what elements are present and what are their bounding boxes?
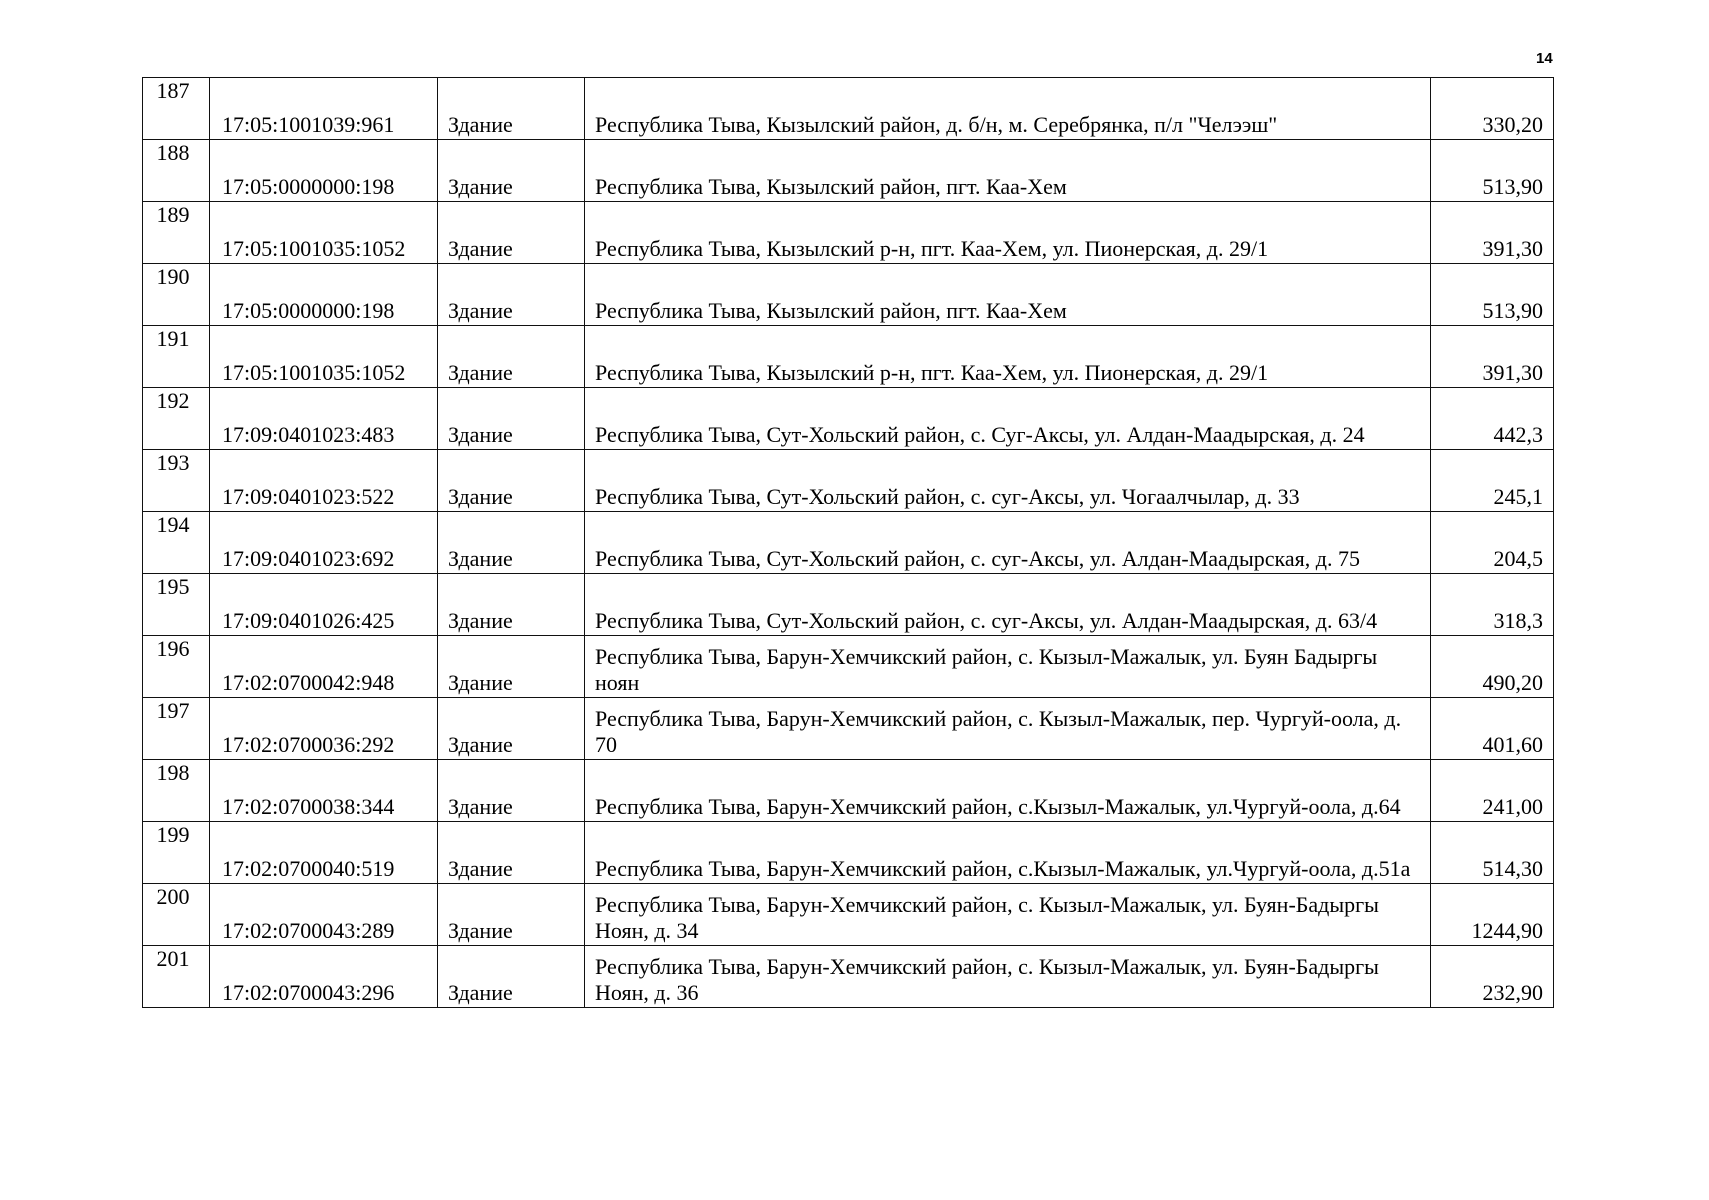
row-number: 194 [156, 512, 190, 537]
object-type-cell [438, 760, 585, 822]
object-address: Республика Тыва, Сут-Хольский район, с. суг-Аксы, ул. Алдан-Маадырская, д. 75 [595, 546, 1360, 571]
object-area: 318,3 [1493, 608, 1543, 633]
object-address-cell [585, 388, 1431, 450]
object-address: Республика Тыва, Барун-Хемчикский район, с.Кызыл-Мажалык, ул.Чургуй-оола, д.51а [595, 856, 1411, 881]
object-address-cell [585, 760, 1431, 822]
table-row [143, 636, 1554, 698]
object-address-cell [585, 140, 1431, 202]
table-row [143, 264, 1554, 326]
object-type-cell [438, 946, 585, 1008]
object-type-cell [438, 822, 585, 884]
row-number: 189 [156, 202, 190, 227]
object-area-cell [1431, 264, 1554, 326]
object-area: 1244,90 [1471, 918, 1543, 943]
cadastral-number: 17:02:0700036:292 [222, 732, 395, 757]
cadastral-number: 17:09:0401023:692 [222, 546, 395, 571]
table-row [143, 946, 1554, 1008]
object-type-cell [438, 326, 585, 388]
cadastral-number-cell [210, 698, 438, 760]
row-number: 192 [156, 388, 190, 413]
object-address: Республика Тыва, Кызылский р-н, пгт. Каа-Хем, ул. Пионерская, д. 29/1 [595, 236, 1269, 261]
object-area: 513,90 [1482, 298, 1543, 323]
object-type: Здание [448, 794, 513, 819]
object-type-cell [438, 636, 585, 698]
object-area: 514,30 [1482, 856, 1543, 881]
table-row [143, 512, 1554, 574]
object-area: 204,5 [1493, 546, 1543, 571]
table-row [143, 698, 1554, 760]
object-area: 241,00 [1482, 794, 1543, 819]
table-row [143, 140, 1554, 202]
object-address: Республика Тыва, Кызылский р-н, пгт. Каа-Хем, ул. Пионерская, д. 29/1 [595, 360, 1269, 385]
cadastral-number-cell [210, 326, 438, 388]
object-type-cell [438, 574, 585, 636]
object-area-cell [1431, 388, 1554, 450]
object-area: 490,20 [1482, 670, 1543, 695]
cadastral-number: 17:05:1001039:961 [222, 112, 395, 137]
row-number: 197 [156, 698, 190, 723]
object-area: 391,30 [1482, 236, 1543, 261]
object-type: Здание [448, 670, 513, 695]
table-row [143, 326, 1554, 388]
object-area-cell [1431, 946, 1554, 1008]
object-area-cell [1431, 202, 1554, 264]
cadastral-number: 17:09:0401026:425 [222, 608, 395, 633]
cadastral-number-cell [210, 450, 438, 512]
row-number: 200 [156, 884, 190, 909]
cadastral-number-cell [210, 140, 438, 202]
object-address: Республика Тыва, Барун-Хемчикский район, с. Кызыл-Мажалык, пер. Чургуй-оола, д. 70 [595, 706, 1402, 757]
cadastral-number-cell [210, 78, 438, 140]
property-registry-table [142, 77, 1554, 1008]
object-address-cell [585, 326, 1431, 388]
table-row [143, 450, 1554, 512]
object-area-cell [1431, 326, 1554, 388]
object-area-cell [1431, 822, 1554, 884]
row-number-cell [143, 760, 210, 822]
object-type: Здание [448, 856, 513, 881]
object-area-cell [1431, 450, 1554, 512]
object-address-cell [585, 512, 1431, 574]
object-address-cell [585, 884, 1431, 946]
object-type-cell [438, 512, 585, 574]
row-number: 196 [156, 636, 190, 661]
cadastral-number: 17:02:0700042:948 [222, 670, 395, 695]
cadastral-number: 17:05:1001035:1052 [222, 360, 406, 385]
object-area-cell [1431, 884, 1554, 946]
object-type-cell [438, 698, 585, 760]
object-area: 391,30 [1482, 360, 1543, 385]
row-number: 188 [156, 140, 190, 165]
cadastral-number-cell [210, 202, 438, 264]
cadastral-number: 17:02:0700038:344 [222, 794, 395, 819]
row-number-cell [143, 884, 210, 946]
object-type: Здание [448, 174, 513, 199]
cadastral-number: 17:02:0700043:289 [222, 918, 395, 943]
table-row [143, 760, 1554, 822]
object-type: Здание [448, 546, 513, 571]
table-row [143, 78, 1554, 140]
cadastral-number-cell [210, 388, 438, 450]
object-type: Здание [448, 918, 513, 943]
row-number-cell [143, 388, 210, 450]
object-address: Республика Тыва, Барун-Хемчикский район, с. Кызыл-Мажалык, ул. Буян-Бадыргы Ноян, д. 34 [595, 892, 1379, 943]
table-row [143, 822, 1554, 884]
object-area: 232,90 [1482, 980, 1543, 1005]
object-area: 330,20 [1482, 112, 1543, 137]
object-address: Республика Тыва, Барун-Хемчикский район, с. Кызыл-Мажалык, ул. Буян Бадыргы ноян [595, 644, 1378, 695]
row-number-cell [143, 326, 210, 388]
object-type-cell [438, 884, 585, 946]
object-type: Здание [448, 360, 513, 385]
cadastral-number-cell [210, 884, 438, 946]
object-address: Республика Тыва, Сут-Хольский район, с. Суг-Аксы, ул. Алдан-Маадырская, д. 24 [595, 422, 1365, 447]
row-number-cell [143, 946, 210, 1008]
cadastral-number: 17:05:0000000:198 [222, 174, 395, 199]
object-type-cell [438, 264, 585, 326]
registry-body [143, 78, 1554, 1008]
object-address-cell [585, 78, 1431, 140]
cadastral-number-cell [210, 946, 438, 1008]
object-address-cell [585, 264, 1431, 326]
cadastral-number-cell [210, 512, 438, 574]
object-type: Здание [448, 112, 513, 137]
object-area-cell [1431, 574, 1554, 636]
object-area-cell [1431, 78, 1554, 140]
object-type: Здание [448, 608, 513, 633]
object-address: Республика Тыва, Барун-Хемчикский район, с.Кызыл-Мажалык, ул.Чургуй-оола, д.64 [595, 794, 1401, 819]
object-area-cell [1431, 512, 1554, 574]
table-row [143, 884, 1554, 946]
row-number-cell [143, 574, 210, 636]
object-area: 442,3 [1493, 422, 1543, 447]
object-type: Здание [448, 732, 513, 757]
object-area-cell [1431, 140, 1554, 202]
cadastral-number-cell [210, 574, 438, 636]
object-address-cell [585, 946, 1431, 1008]
row-number: 195 [156, 574, 190, 599]
object-type-cell [438, 450, 585, 512]
cadastral-number: 17:09:0401023:483 [222, 422, 395, 447]
object-area: 513,90 [1482, 174, 1543, 199]
row-number: 191 [156, 326, 190, 351]
cadastral-number: 17:02:0700043:296 [222, 980, 395, 1005]
object-type: Здание [448, 980, 513, 1005]
row-number: 201 [156, 946, 190, 971]
row-number-cell [143, 822, 210, 884]
table-row [143, 202, 1554, 264]
row-number: 198 [156, 760, 190, 785]
cadastral-number-cell [210, 636, 438, 698]
page-number: 14 [1536, 50, 1553, 67]
cadastral-number: 17:05:1001035:1052 [222, 236, 406, 261]
object-address-cell [585, 822, 1431, 884]
cadastral-number-cell [210, 760, 438, 822]
cadastral-number: 17:05:0000000:198 [222, 298, 395, 323]
object-address: Республика Тыва, Сут-Хольский район, с. суг-Аксы, ул. Алдан-Маадырская, д. 63/4 [595, 608, 1378, 633]
cadastral-number-cell [210, 264, 438, 326]
object-type-cell [438, 78, 585, 140]
object-type-cell [438, 202, 585, 264]
row-number-cell [143, 140, 210, 202]
object-address: Республика Тыва, Сут-Хольский район, с. суг-Аксы, ул. Чогаалчылар, д. 33 [595, 484, 1300, 509]
row-number-cell [143, 202, 210, 264]
object-area-cell [1431, 698, 1554, 760]
cadastral-number: 17:09:0401023:522 [222, 484, 395, 509]
row-number-cell [143, 698, 210, 760]
row-number-cell [143, 78, 210, 140]
object-address-cell [585, 698, 1431, 760]
object-address-cell [585, 202, 1431, 264]
object-type-cell [438, 140, 585, 202]
object-type: Здание [448, 484, 513, 509]
object-type: Здание [448, 422, 513, 447]
object-address-cell [585, 636, 1431, 698]
row-number-cell [143, 450, 210, 512]
row-number: 187 [156, 78, 190, 103]
object-address: Республика Тыва, Барун-Хемчикский район, с. Кызыл-Мажалык, ул. Буян-Бадыргы Ноян, д. 36 [595, 954, 1379, 1005]
object-area-cell [1431, 760, 1554, 822]
row-number-cell [143, 636, 210, 698]
table-row [143, 388, 1554, 450]
object-type-cell [438, 388, 585, 450]
cadastral-number: 17:02:0700040:519 [222, 856, 395, 881]
row-number-cell [143, 264, 210, 326]
row-number: 190 [156, 264, 190, 289]
object-address-cell [585, 450, 1431, 512]
object-area: 245,1 [1493, 484, 1543, 509]
cadastral-number-cell [210, 822, 438, 884]
row-number: 199 [156, 822, 190, 847]
object-address: Республика Тыва, Кызылский район, пгт. Каа-Хем [595, 174, 1067, 199]
object-area: 401,60 [1482, 732, 1543, 757]
table-row [143, 574, 1554, 636]
object-type: Здание [448, 298, 513, 323]
object-area-cell [1431, 636, 1554, 698]
row-number: 193 [156, 450, 190, 475]
object-address: Республика Тыва, Кызылский район, пгт. Каа-Хем [595, 298, 1067, 323]
row-number-cell [143, 512, 210, 574]
object-address-cell [585, 574, 1431, 636]
object-type: Здание [448, 236, 513, 261]
object-address: Республика Тыва, Кызылский район, д. б/н, м. Серебрянка, п/л "Челээш" [595, 112, 1278, 137]
